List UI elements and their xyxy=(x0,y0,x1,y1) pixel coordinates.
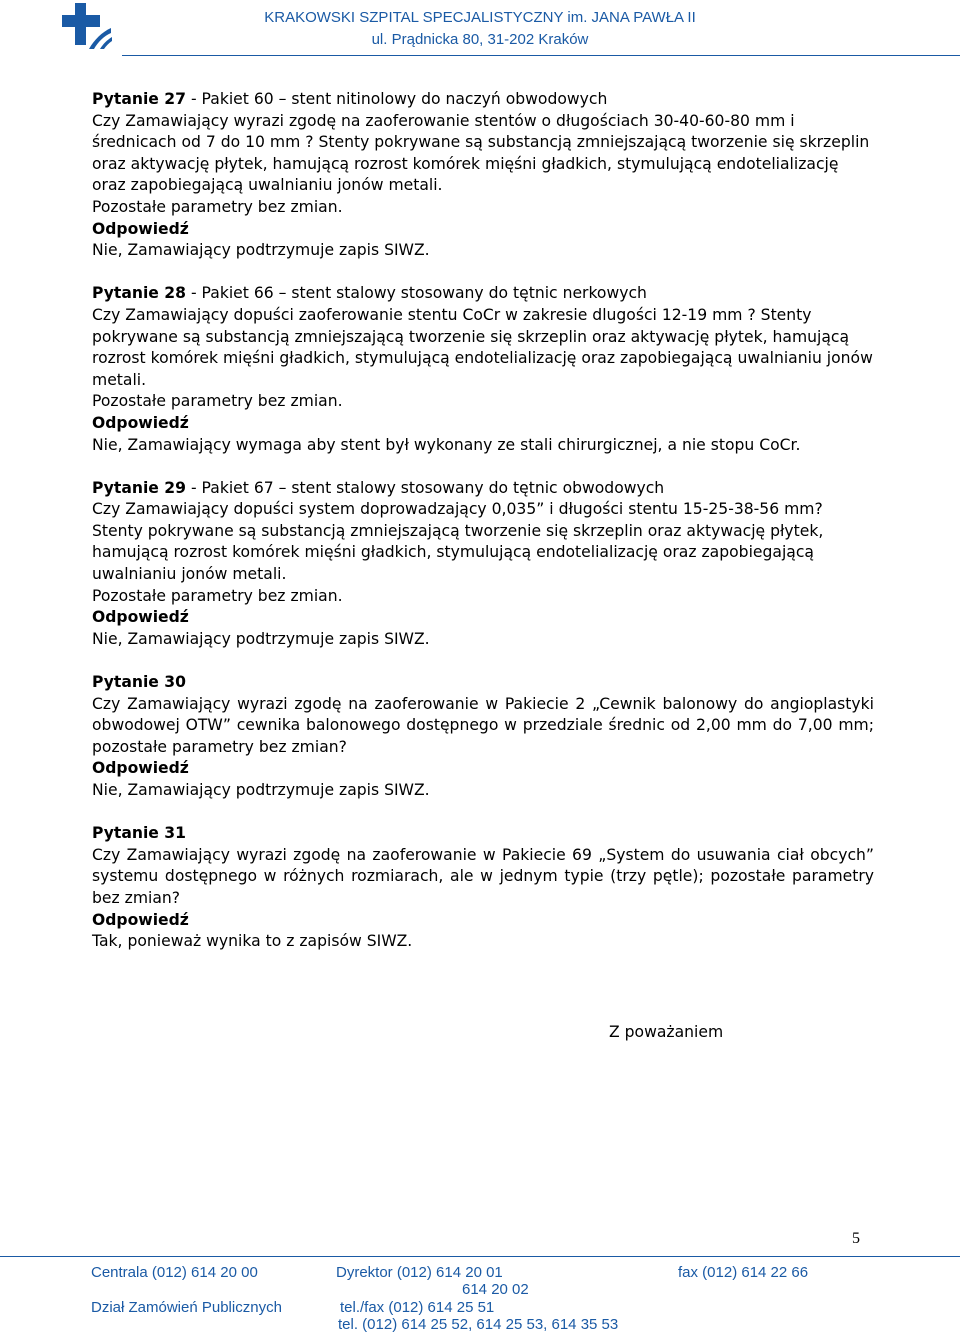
question-body: Czy Zamawiający wyrazi zgodę na zaoferowanie stentów o długościach 30-40-60-80 mm i średnicach od 7 do 10 mm ? Stenty pokrywane są substancją zmniejszającą tworzenie się skrzeplin oraz aktywację płytek, hamującą rozrost komórek mięśni gładkich, stymulującą endotelializację oraz zapobiegającą uwalnianiu jonów metali. xyxy=(92,111,870,195)
question-title: - Pakiet 67 – stent stalowy stosowany do tętnic obwodowych xyxy=(186,478,665,497)
question-block xyxy=(92,89,874,262)
question-label: Pytanie 28 xyxy=(92,284,187,303)
footer-department: Dział Zamówień Publicznych xyxy=(91,1299,282,1316)
question-block xyxy=(92,672,874,802)
question-body: Czy Zamawiający dopuści zaoferowanie stentu CoCr w zakresie dlugości 12-19 mm ? Stenty pokrywane są substancją zmniejszającą tworzenie się skrzeplin oraz aktywację płytek, hamującą rozrost komórek mięśni gładkich, stymulującą endotelializację oraz zapobiegającą uwalnianiu jonów metali. xyxy=(92,305,873,389)
answer-text: Nie, Zamawiający podtrzymuje zapis SIWZ. xyxy=(92,781,430,799)
question-label: Pytanie 30 xyxy=(92,673,187,692)
hospital-address: ul. Prądnicka 80, 31-202 Kraków xyxy=(371,31,589,48)
answer-text: Nie, Zamawiający podtrzymuje zapis SIWZ. xyxy=(92,629,430,648)
footer-dyrektor-2: 614 20 02 xyxy=(462,1281,529,1298)
document-body xyxy=(92,89,874,974)
footer-centrala: Centrala (012) 614 20 00 xyxy=(91,1264,258,1281)
question-heading xyxy=(92,89,874,111)
answer-label: Odpowiedź xyxy=(92,759,189,778)
medical-cross-logo-icon xyxy=(58,0,114,52)
question-block xyxy=(92,823,874,953)
closing-salutation: Z poważaniem xyxy=(609,1023,724,1041)
answer-label: Odpowiedź xyxy=(92,910,189,929)
question-body: Czy Zamawiający dopuści system doprowadzający 0,035” i długości stentu 15-25-38-56 mm? Stenty pokrywane są substancją zmniejszającą tworzenie się skrzeplin oraz aktywację płytek, hamującą rozrost komórek mięśni gładkich, stymulującą endotelializację oraz zapobiegającą uwalnianiu jonów metali. xyxy=(92,500,824,584)
answer-text: Nie, Zamawiający podtrzymuje zapis SIWZ. xyxy=(92,241,430,260)
question-extra: Pozostałe parametry bez zmian. xyxy=(92,197,343,216)
question-body: Czy Zamawiający wyrazi zgodę na zaoferowanie w Pakiecie 2 „Cewnik balonowy do angioplastyki obwodowej OTW” cewnika balonowego dostępnego w przedziale średnic od 2,00 mm do 7,00 mm; pozostałe parametry bez zmian? xyxy=(92,694,874,756)
footer-department-tel: tel. (012) 614 25 52, 614 25 53, 614 35 53 xyxy=(338,1316,619,1333)
question-block xyxy=(92,478,874,651)
footer-divider xyxy=(0,1256,960,1257)
footer-department-telfax: tel./fax (012) 614 25 51 xyxy=(340,1299,495,1316)
page-number: 5 xyxy=(852,1230,860,1247)
question-block xyxy=(92,283,874,456)
question-body: Czy Zamawiający wyrazi zgodę na zaoferowanie w Pakiecie 69 „System do usuwania ciał obcych” systemu dostępnego w różnych rozmiarach, ale w jednym typie (trzy pętle); pozostałe parametry bez zmian? xyxy=(92,845,874,907)
question-extra: Pozostałe parametry bez zmian. xyxy=(92,586,343,605)
question-heading xyxy=(92,283,874,305)
question-extra: Pozostałe parametry bez zmian. xyxy=(92,392,343,411)
answer-label: Odpowiedź xyxy=(92,413,189,432)
question-label: Pytanie 29 xyxy=(92,478,187,497)
answer-label: Odpowiedź xyxy=(92,608,189,627)
footer-fax: fax (012) 614 22 66 xyxy=(678,1264,809,1281)
question-heading xyxy=(92,478,874,500)
header-divider xyxy=(122,55,960,56)
answer-text: Tak, ponieważ wynika to z zapisów SIWZ. xyxy=(92,932,413,951)
answer-label: Odpowiedź xyxy=(92,219,189,238)
question-label: Pytanie 27 xyxy=(92,90,187,108)
hospital-name: KRAKOWSKI SZPITAL SPECJALISTYCZNY im. JANA PAWŁA II xyxy=(264,9,696,26)
question-label: Pytanie 31 xyxy=(92,824,187,843)
question-title: - Pakiet 60 – stent nitinolowy do naczyń obwodowych xyxy=(186,90,608,108)
answer-text: Nie, Zamawiający wymaga aby stent był wykonany ze stali chirurgicznej, a nie stopu CoCr. xyxy=(92,435,801,454)
question-title: - Pakiet 66 – stent stalowy stosowany do tętnic nerkowych xyxy=(186,284,647,303)
footer-dyrektor: Dyrektor (012) 614 20 01 xyxy=(336,1264,503,1281)
